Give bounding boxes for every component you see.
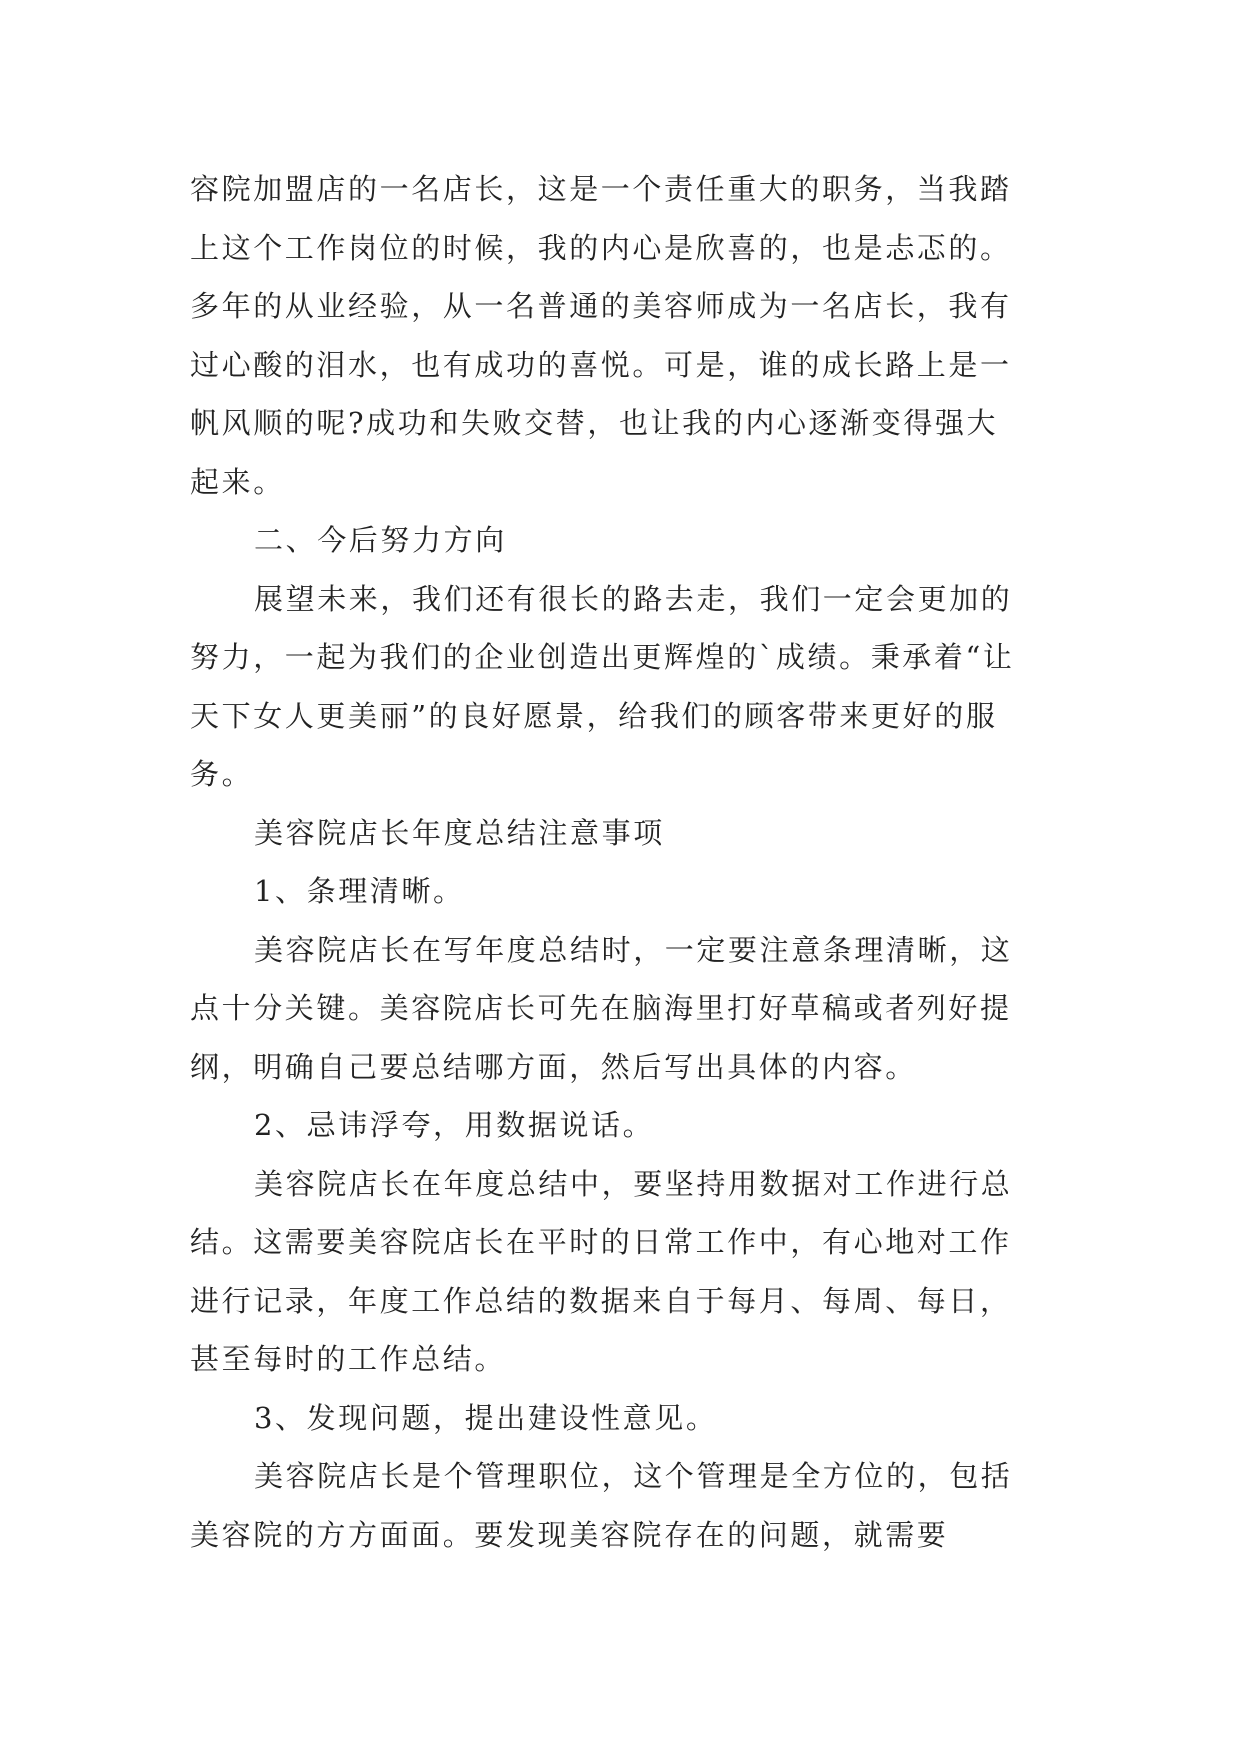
text-line: 纲，明确自己要总结哪方面，然后写出具体的内容。 [190,1049,917,1084]
text-line: 二、今后努力方向 [254,523,507,557]
text-line: 美容院的方方面面。要发现美容院存在的问题，就需要 [190,1517,949,1552]
text-line: 美容院店长在写年度总结时，一定要注意条理清晰，这 [254,932,1013,967]
text-line: 展望未来，我们还有很长的路去走，我们一定会更加的 [254,581,1013,616]
text-line: 过心酸的泪水，也有成功的喜悦。可是，谁的成长路上是一 [190,347,1012,382]
text-line: 甚至每时的工作总结。 [190,1342,507,1376]
text-line: 美容院店长是个管理职位，这个管理是全方位的，包括 [254,1459,1013,1493]
text-line: 努力，一起为我们的企业创造出更辉煌的`成绩。秉承着“让 [190,640,1015,674]
text-line: 天下女人更美丽”的良好愿景，给我们的顾客带来更好的服 [190,698,998,733]
text-line: 务。 [190,757,254,791]
text-line: 2、忌讳浮夸，用数据说话。 [254,1108,655,1142]
text-line: 起来。 [190,464,285,499]
text-line: 美容院店长在年度总结中，要坚持用数据对工作进行总 [254,1166,1013,1201]
text-line: 美容院店长年度总结注意事项 [254,815,665,850]
text-line: 1、条理清晰。 [254,874,465,908]
document-body [190,160,1070,1564]
text-line: 结。这需要美容院店长在平时的日常工作中，有心地对工作 [190,1225,1012,1259]
text-line: 进行记录，年度工作总结的数据来自于每月、每周、每日， [190,1283,1012,1318]
text-line: 点十分关键。美容院店长可先在脑海里打好草稿或者列好提 [190,991,1012,1025]
text-line: 多年的从业经验，从一名普通的美容师成为一名店长，我有 [190,289,1012,323]
text-line: 帆风顺的呢?成功和失败交替，也让我的内心逐渐变得强大 [190,406,999,440]
text-line: 3、发现问题，提出建设性意见。 [254,1400,718,1435]
text-line: 容院加盟店的一名店长，这是一个责任重大的职务，当我踏 [190,172,1012,206]
text-line: 上这个工作岗位的时候，我的内心是欣喜的，也是忐忑的。 [190,230,1012,265]
